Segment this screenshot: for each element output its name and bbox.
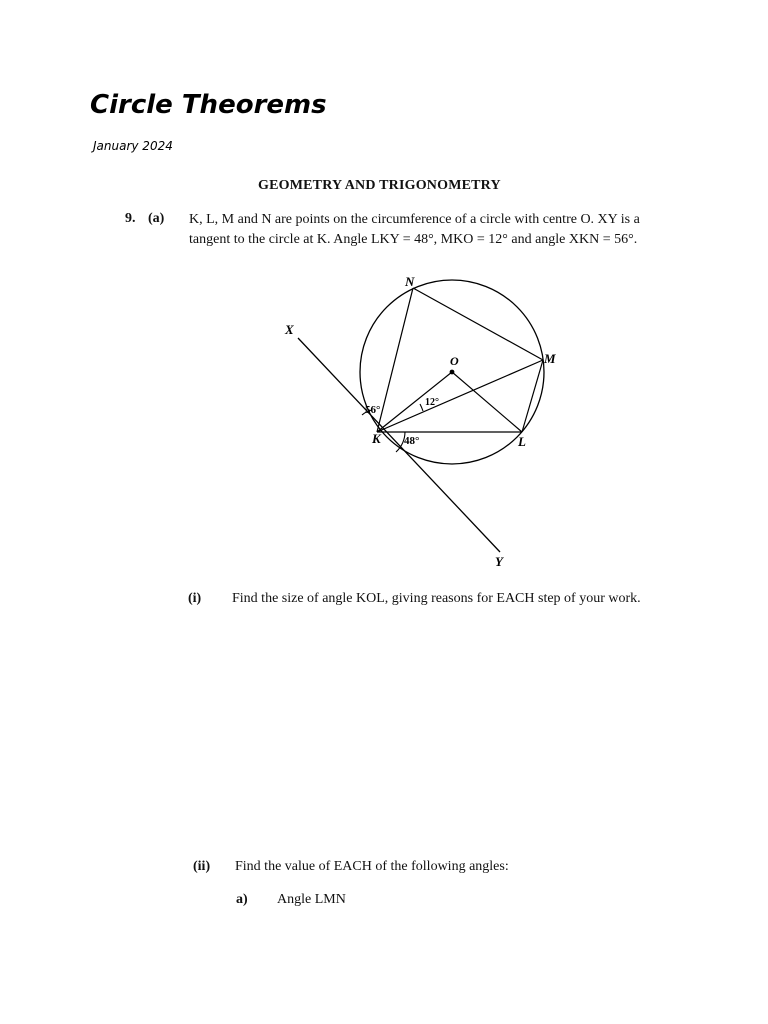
subpart-text: Find the size of angle KOL, giving reasons for EACH step of your work. (232, 591, 641, 606)
angle-arc-mko (420, 404, 423, 411)
question-text-line: K, L, M and N are points on the circumference of a circle with centre O. XY is a (189, 212, 640, 227)
question-text (189, 210, 649, 250)
chord-nm (413, 288, 543, 360)
centre-point (450, 370, 455, 375)
section-heading: GEOMETRY AND TRIGONOMETRY (258, 178, 501, 193)
angle-label-xkn: 56° (365, 404, 381, 416)
chord-km (377, 360, 543, 432)
subpart-label: a) (236, 892, 248, 907)
circle-diagram (260, 262, 600, 572)
question-part: (a) (148, 211, 165, 226)
radius-ol (452, 372, 522, 432)
chord-kn (377, 288, 413, 432)
subpart-text: Angle LMN (277, 892, 346, 907)
label-m: M (544, 351, 556, 366)
document-title: Circle Theorems (90, 90, 327, 120)
subpart-label: (ii) (193, 859, 211, 874)
angle-label-mko: 12° (425, 397, 439, 408)
tangent-line-xy (298, 338, 500, 552)
radius-ok (377, 372, 452, 432)
label-k: K (372, 431, 381, 446)
chord-ml (522, 360, 543, 432)
label-y: Y (495, 554, 503, 569)
question-text-line: tangent to the circle at K. Angle LKY = 48°, MKO = 12° and angle XKN = 56°. (189, 232, 638, 247)
label-l: L (518, 434, 526, 449)
question-number: 9. (125, 211, 136, 226)
document-date: January 2024 (93, 139, 173, 153)
angle-label-lky: 48° (404, 435, 420, 447)
label-x: X (285, 322, 294, 337)
subpart-text: Find the value of EACH of the following angles: (235, 859, 509, 874)
label-o: O (450, 354, 459, 368)
label-n: N (405, 274, 415, 289)
subpart-label: (i) (188, 591, 202, 606)
